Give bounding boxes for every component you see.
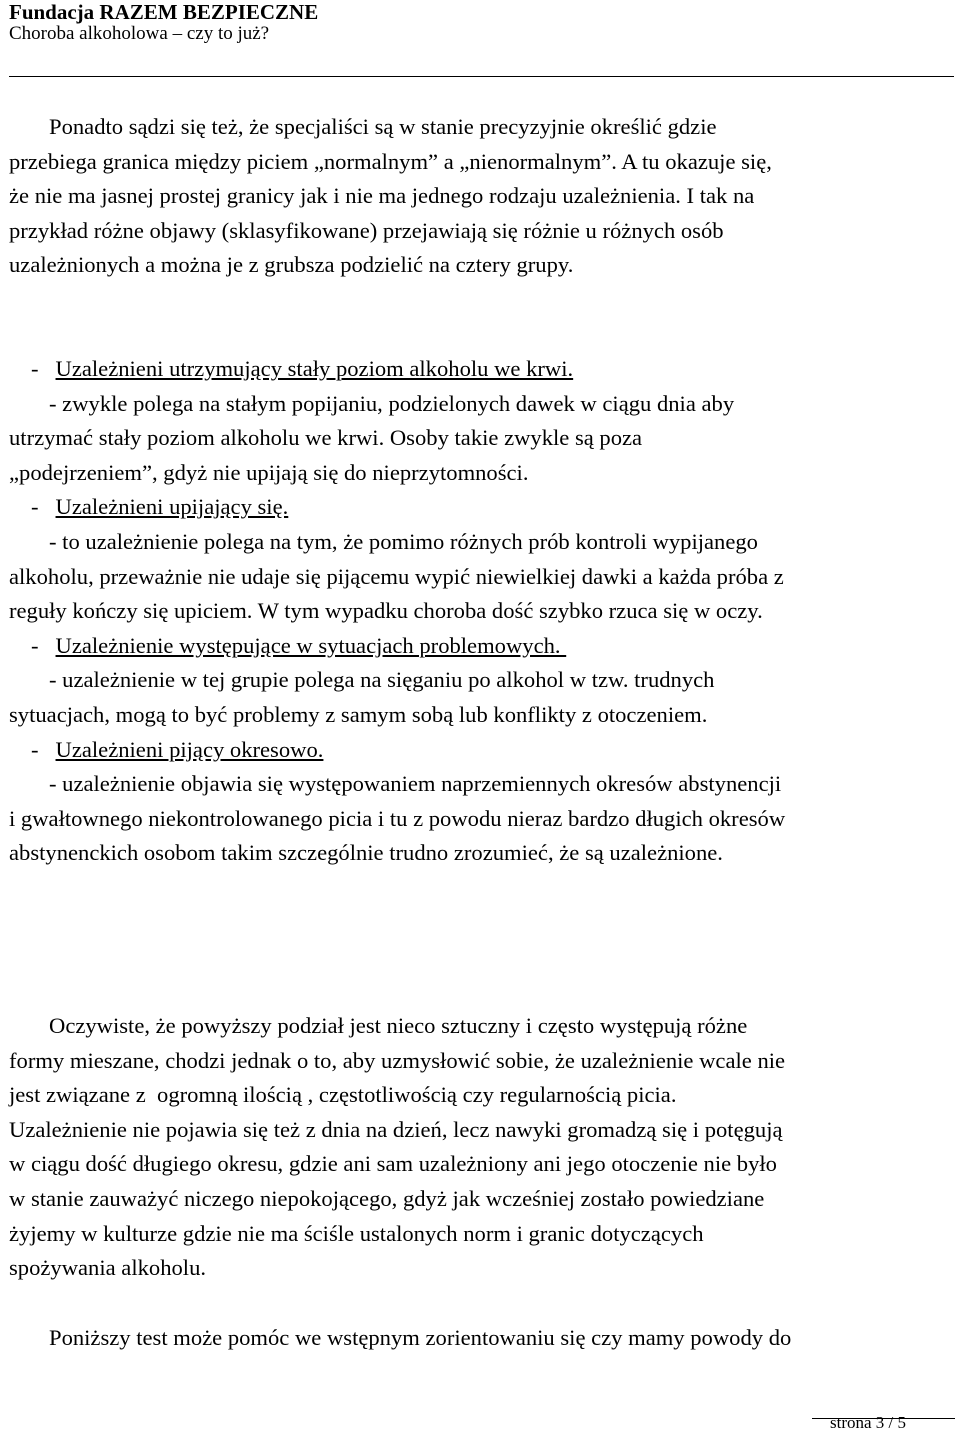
group-description: abstynenckich osobom takim szczególnie trudno zrozumieć, że są uzależnione. [9,840,723,866]
text-line: przykład różne objawy (sklasyfikowane) przejawiają się różnie u różnych osób [9,217,724,243]
groups-list [9,352,957,871]
text-line: przebiega granica między piciem „normalnym” a „nienormalnym”. A tu okazuje się, [9,148,772,174]
paragraph-intro [9,110,957,283]
text-line: formy mieszane, chodzi jednak o to, aby uzmysłowić sobie, że uzależnienie wcale nie [9,1047,786,1073]
text-line: w ciągu dość długiego okresu, gdzie ani sam uzależniony ani jego otoczenie nie było [9,1151,777,1177]
group-description: - to uzależnienie polega na tym, że pomimo różnych prób kontroli wypijanego [49,528,758,554]
group-description: „podejrzeniem”, gdyż nie upijają się do nieprzytomności. [9,459,529,485]
group-description: i gwałtownego niekontrolowanego picia i tu z powodu nieraz bardzo długich okresów [9,805,786,831]
group-description: - uzależnienie w tej grupie polega na sięganiu po alkohol w tzw. trudnych [49,667,715,693]
group-description: reguły kończy się upiciem. W tym wypadku choroba dość szybko rzuca się w oczy. [9,598,763,624]
header-divider [9,76,954,77]
text-line: że nie ma jasnej prostej granicy jak i nie ma jednego rodzaju uzależnienia. I tak na [9,183,755,209]
group-description: alkoholu, przeważnie nie udaje się pijącemu wypić niewielkiej dawki a każda próba z [9,563,784,589]
group-description: sytuacjach, mogą to być problemy z samym sobą lub konflikty z otoczeniem. [9,701,708,727]
paragraph-test-intro [9,1321,957,1356]
page-header [9,0,318,45]
paragraph-conclusion [9,1009,957,1286]
group-description: utrzymać stały poziom alkoholu we krwi. Osoby takie zwykle są poza [9,425,643,451]
group-heading: - Uzależnieni utrzymujący stały poziom alkoholu we krwi. [31,356,574,381]
organization-name: Fundacja RAZEM BEZPIECZNE [9,0,319,24]
text-line: żyjemy w kulturze gdzie nie ma ściśle ustalonych norm i granic dotyczących [9,1220,704,1246]
group-description: - uzależnienie objawia się występowaniem naprzemiennych okresów abstynencji [49,771,782,797]
text-line: Ponadto sądzi się też, że specjaliści są w stanie precyzyjnie określić gdzie [49,114,717,139]
text-line: Uzależnienie nie pojawia się też z dnia na dzień, lecz nawyki gromadzą się i potęgują [9,1116,783,1142]
text-line: Oczywiste, że powyższy podział jest nieco sztuczny i często występują różne [49,1013,748,1038]
text-line: Poniższy test może pomóc we wstępnym zorientowaniu się czy mamy powody do [49,1325,792,1350]
text-line: spożywania alkoholu. [9,1255,207,1281]
text-line: uzależnionych a można je z grubsza podzielić na cztery grupy. [9,252,574,278]
group-heading: - Uzależnienie występujące w sytuacjach problemowych. [31,632,567,658]
text-line: jest związane z ogromną ilością , częstotliwością czy regularnością picia. [9,1082,677,1108]
document-subtitle: Choroba alkoholowa – czy to już? [9,23,270,44]
group-description: - zwykle polega na stałym popijaniu, podzielonych dawek w ciągu dnia aby [49,390,735,416]
page-number: strona 3 / 5 [830,1413,907,1432]
text-line: w stanie zauważyć niczego niepokojącego, gdyż jak wcześniej zostało powiedziane [9,1185,765,1211]
group-heading: - Uzależnieni upijający się. [31,494,289,520]
group-heading: - Uzależnieni pijący okresowo. [31,736,324,762]
